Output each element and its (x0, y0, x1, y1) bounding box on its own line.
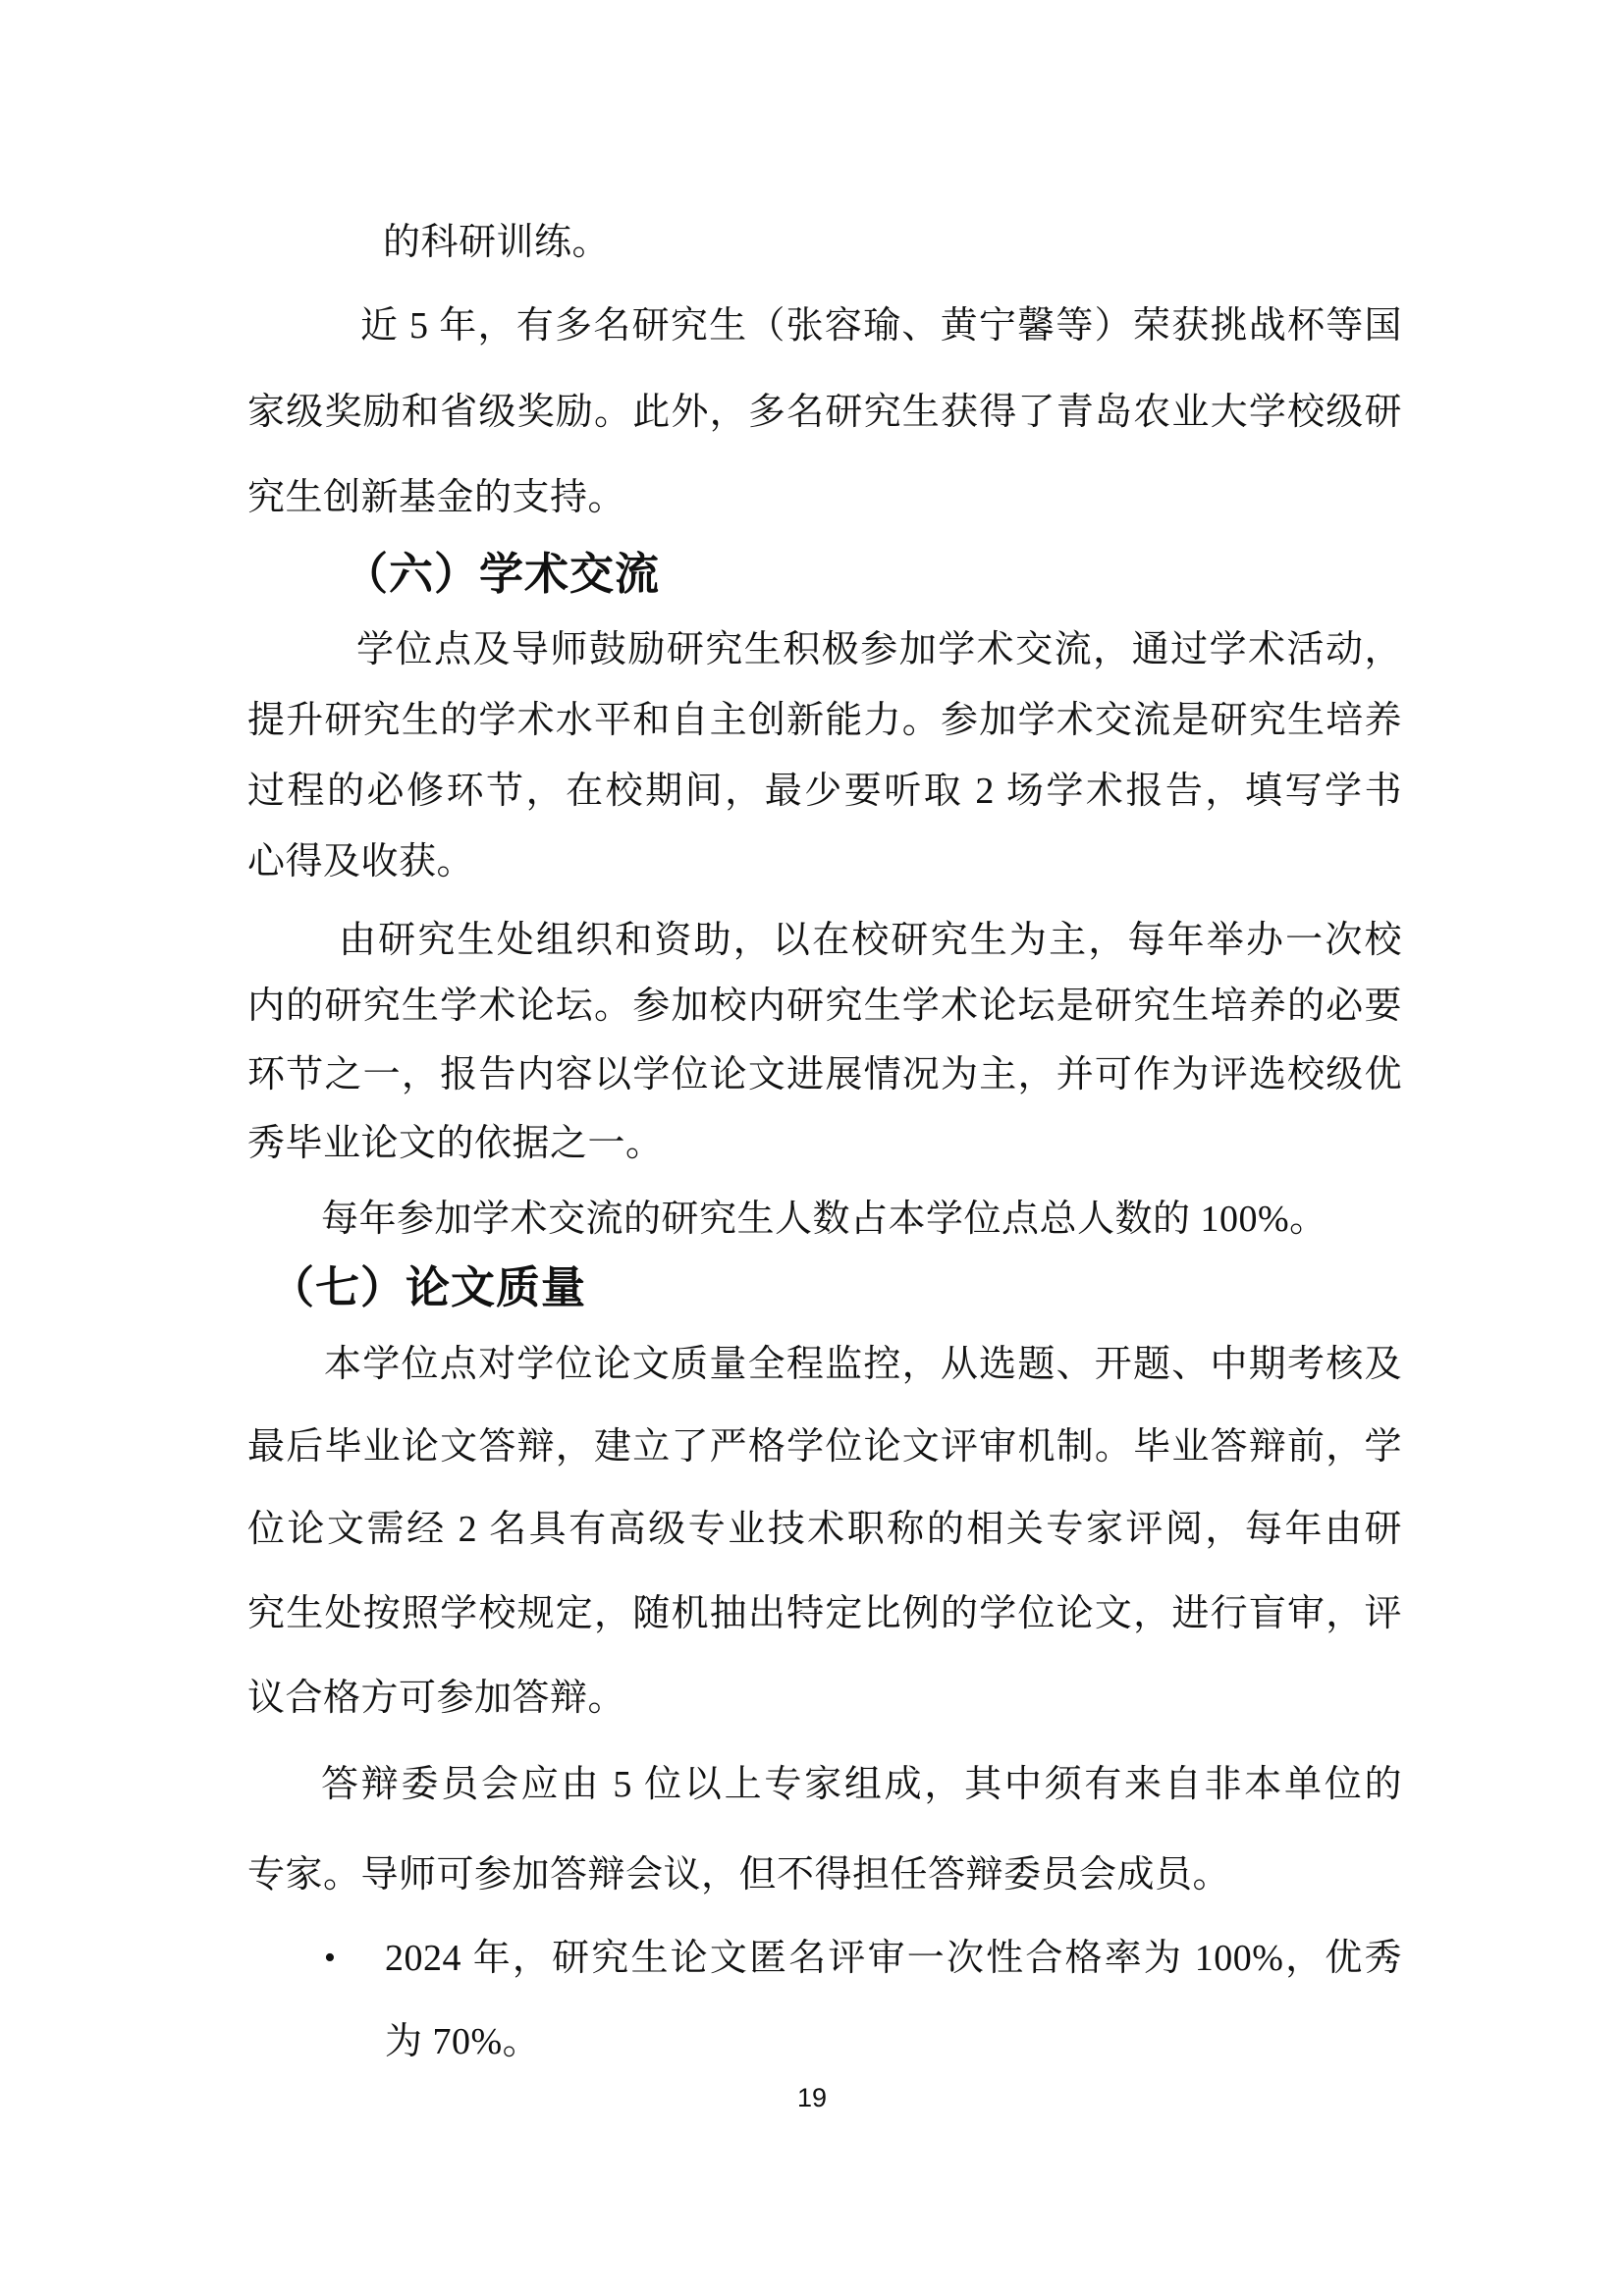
body-line: 本学位点对学位论文质量全程监控，从选题、开题、中期考核及 (324, 1344, 1402, 1385)
body-line: 提升研究生的学术水平和自主创新能力。参加学术交流是研究生培养 (247, 700, 1402, 741)
body-line: 究生创新基金的支持。 (247, 477, 626, 518)
body-line: 秀毕业论文的依据之一。 (247, 1123, 664, 1164)
page-number: 19 (796, 2083, 828, 2112)
section-heading-six: （六）学术交流 (344, 550, 661, 599)
bullet-line: 为 70%。 (385, 2021, 541, 2062)
body-line: 位论文需经 2 名具有高级专业技术职称的相关专家评阅，每年由研 (247, 1509, 1402, 1550)
body-line: 心得及收获。 (247, 841, 475, 882)
bullet-icon: • (324, 1940, 336, 1976)
body-line: 的科研训练。 (383, 222, 611, 263)
body-line: 过程的必修环节，在校期间，最少要听取 2 场学术报告，填写学书 (247, 771, 1402, 812)
body-line: 每年参加学术交流的研究生人数占本学位点总人数的 100%。 (321, 1199, 1327, 1240)
body-line: 最后毕业论文答辩，建立了严格学位论文评审机制。毕业答辩前，学 (247, 1426, 1402, 1468)
body-line: 近 5 年，有多名研究生（张容瑜、黄宁馨等）荣获挑战杯等国 (360, 305, 1402, 347)
body-line: 究生处按照学校规定，随机抽出特定比例的学位论文，进行盲审，评 (247, 1593, 1402, 1634)
body-line: 家级奖励和省级奖励。此外，多名研究生获得了青岛农业大学校级研 (247, 392, 1402, 433)
body-line: 内的研究生学术论坛。参加校内研究生学术论坛是研究生培养的必要 (247, 986, 1402, 1027)
body-line: 环节之一，报告内容以学位论文进展情况为主，并可作为评选校级优 (247, 1054, 1402, 1095)
body-line: 答辩委员会应由 5 位以上专家组成，其中须有来自非本单位的 (321, 1764, 1402, 1805)
body-line: 学位点及导师鼓励研究生积极参加学术交流，通过学术活动， (356, 629, 1402, 670)
body-line: 议合格方可参加答辩。 (247, 1678, 626, 1719)
body-line: 专家。导师可参加答辩会议，但不得担任答辩委员会成员。 (247, 1854, 1231, 1896)
body-line: 由研究生处组织和资助，以在校研究生为主，每年举办一次校 (339, 920, 1402, 961)
bullet-line: 2024 年，研究生论文匿名评审一次性合格率为 100%，优秀 (385, 1938, 1402, 1979)
section-heading-seven: （七）论文质量 (270, 1263, 587, 1312)
